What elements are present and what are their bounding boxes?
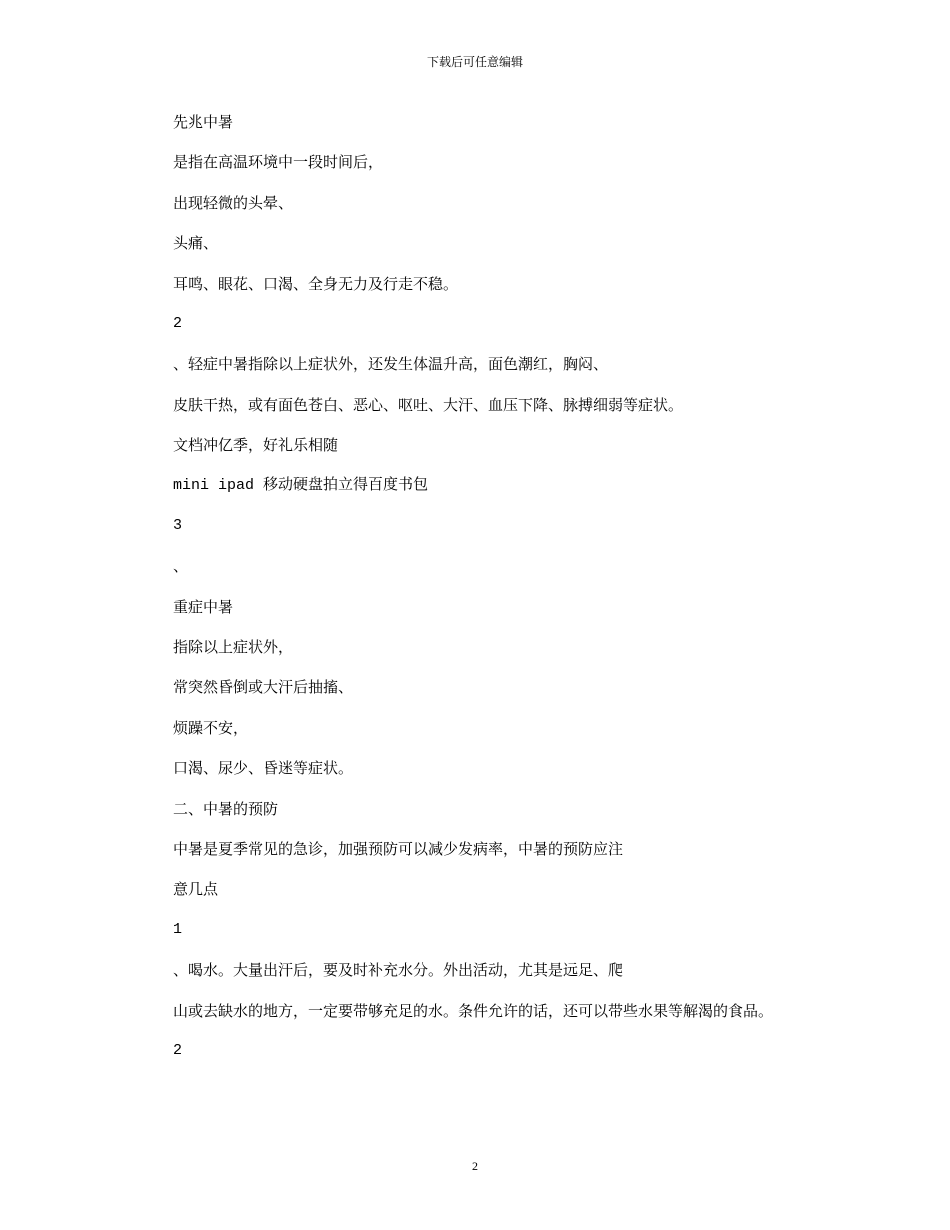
- text-line: 、喝水。大量出汗后，要及时补充水分。外出活动，尤其是远足、爬: [173, 961, 624, 980]
- page-header: 下载后可任意编辑: [426, 55, 523, 69]
- text-line: 指除以上症状外，: [173, 638, 294, 657]
- text-line: 是指在高温环境中一段时间后，: [173, 153, 384, 172]
- text-line: 出现轻微的头晕、: [173, 193, 294, 212]
- text-line: 常突然昏倒或大汗后抽搐、: [173, 678, 354, 697]
- page-number: 2: [472, 1159, 478, 1173]
- text-line: 先兆中暑: [173, 113, 234, 131]
- section-heading: 二、中暑的预防: [173, 799, 279, 818]
- list-number: 3: [173, 516, 183, 534]
- text-line: 头痛、: [173, 234, 219, 253]
- list-number: 2: [173, 314, 183, 332]
- list-number: 1: [173, 920, 183, 938]
- text-line: 、轻症中暑指除以上症状外，还发生体温升高，面色潮红，胸闷、: [173, 355, 609, 374]
- text-line: 中暑是夏季常见的急诊，加强预防可以减少发病率，中暑的预防应注: [173, 840, 624, 859]
- text-line: 、: [173, 557, 189, 576]
- list-number: 2: [173, 1041, 183, 1059]
- promo-line: 文档冲亿季，好礼乐相随: [173, 436, 339, 455]
- text-line: 皮肤干热，或有面色苍白、恶心、呕吐、大汗、血压下降、脉搏细弱等症状。: [173, 395, 684, 414]
- text-line: 重症中暑: [173, 597, 234, 616]
- text-line: 口渴、尿少、昏迷等症状。: [173, 759, 354, 778]
- document-body: [173, 112, 873, 1081]
- promo-line: mini ipad 移动硬盘拍立得百度书包: [173, 476, 429, 494]
- text-line: 烦躁不安，: [173, 718, 249, 737]
- text-line: 耳鸣、眼花、口渴、全身无力及行走不稳。: [173, 274, 459, 293]
- text-line: 山或去缺水的地方，一定要带够充足的水。条件允许的话，还可以带些水果等解渴的食品。: [173, 1001, 774, 1020]
- text-line: 意几点: [173, 880, 219, 899]
